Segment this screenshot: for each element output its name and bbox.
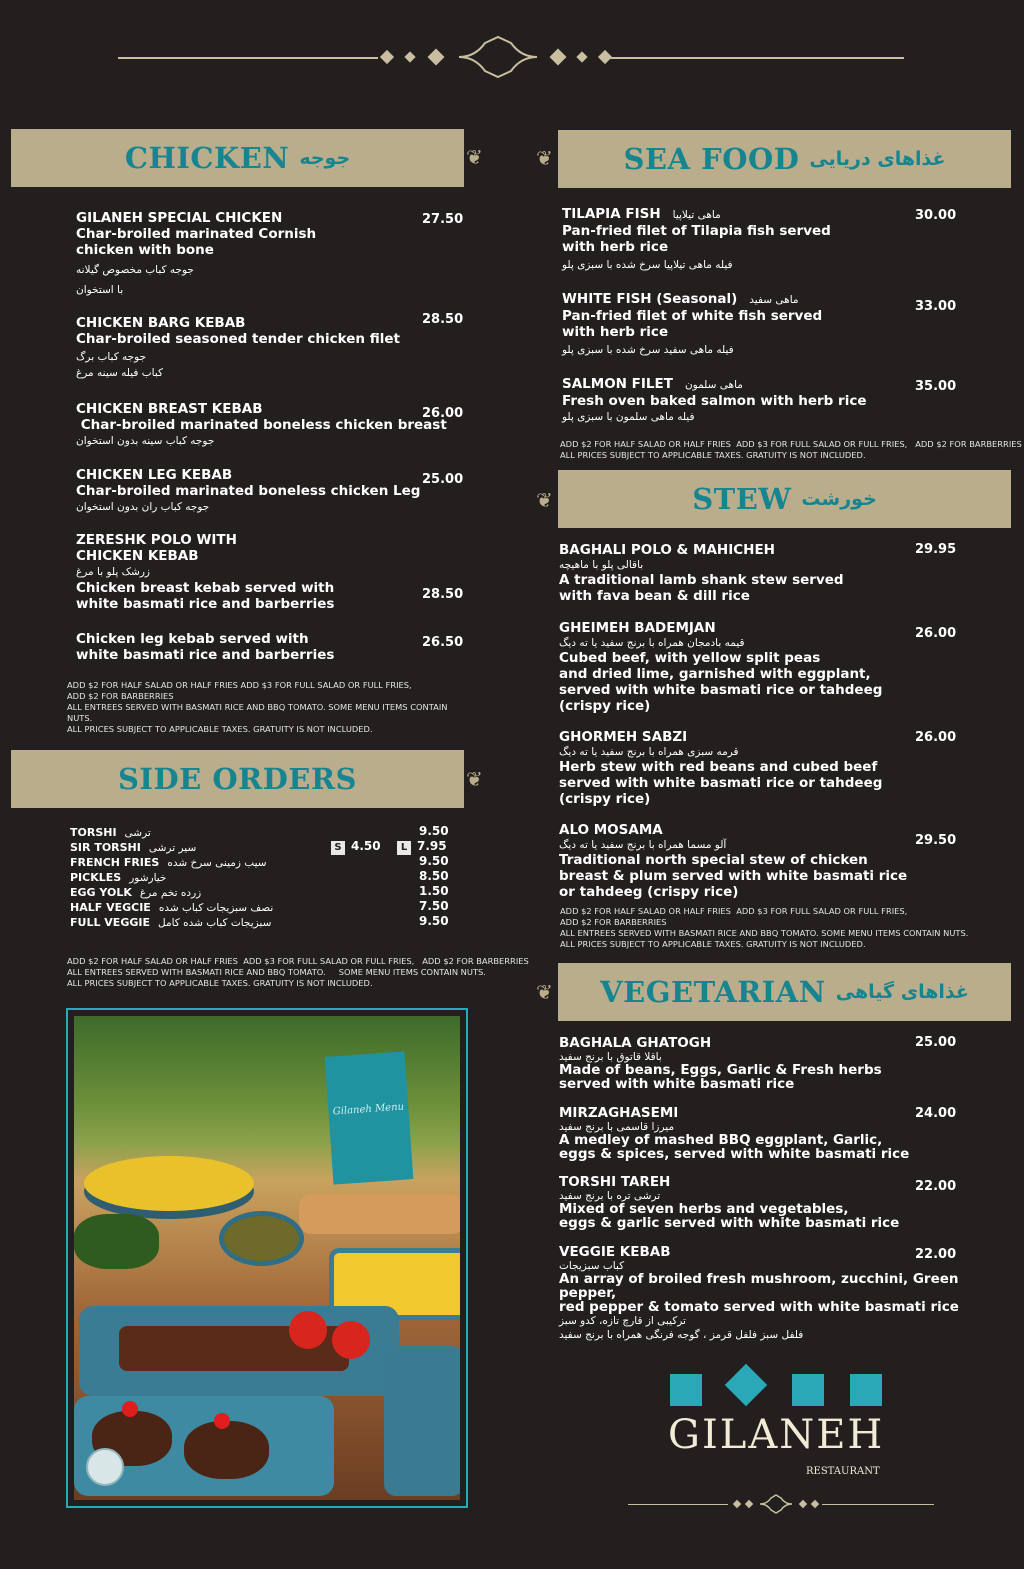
list-item: HALF VEGCIE نصف سبزیجات کباب شده (70, 901, 274, 914)
item-name: CHICKEN LEG KEBAB (76, 467, 233, 483)
menu-item (559, 1035, 882, 1091)
note-line: ADD $2 FOR HALF SALAD OR HALF FRIES ADD $3 FOR FULL SALAD OR FULL FRIES, ADD $2 FOR BARBERRIES (560, 439, 1022, 449)
chicken-notes (67, 680, 467, 735)
note-line: ALL PRICES SUBJECT TO APPLICABLE TAXES. GRATUITY IS NOT INCLUDED. (560, 450, 866, 460)
item-price: 25.00 (915, 1035, 957, 1050)
crest-ornament (455, 35, 541, 79)
item-fa: باقالی پلو با ماهیچه (559, 559, 644, 571)
menu-item (559, 1105, 909, 1161)
menu-item (76, 315, 400, 381)
item-fa: فیله ماهی سفید سرخ شده با سبزی پلو (562, 344, 734, 356)
flourish-icon: ❦ (536, 146, 553, 170)
item-price: 7.50 (419, 899, 449, 913)
item-desc: Char-broiled marinated Cornish (76, 226, 317, 242)
item-fa: با استخوان (76, 284, 124, 296)
crest-ornament (758, 1494, 794, 1514)
soup-bowl (219, 1211, 304, 1266)
item-desc: A traditional lamb shank stew served (559, 572, 844, 588)
sea-food-banner (558, 130, 1011, 188)
flourish-icon: ❦ (536, 980, 553, 1004)
item-fa: جوجه کباب سینه بدون استخوان (76, 435, 215, 447)
menu-item (559, 1174, 899, 1230)
tomato (289, 1311, 327, 1349)
item-desc: Fresh oven baked salmon with herb rice (562, 393, 867, 409)
list-item: FULL VEGGIE سبزیجات کباب شده کامل (70, 916, 272, 929)
stew-banner (558, 470, 1011, 528)
item-price: 9.50 (419, 854, 449, 868)
sea-food-title: SEA FOOD (623, 142, 800, 176)
logo-subtitle: RESTAURANT (806, 1466, 880, 1477)
food-photo (66, 1008, 468, 1508)
item-name: GHEIMEH BADEMJAN (559, 620, 716, 636)
side-orders-banner (11, 750, 464, 808)
item-desc: (crispy rice) (559, 698, 651, 714)
item-fa: جوجه کباب ران بدون استخوان (76, 501, 210, 513)
list-item: EGG YOLK زرده تخم مرغ (70, 886, 202, 899)
item-desc: Char-broiled marinated boneless chicken Leg (76, 483, 421, 499)
bread (299, 1194, 460, 1234)
item-name: BAGHALI POLO & MAHICHEH (559, 542, 775, 558)
flourish-icon: ❦ (466, 145, 483, 169)
item-desc: served with white basmati rice (559, 1076, 795, 1092)
item-desc: eggs & spices, served with white basmati rice (559, 1146, 910, 1162)
item-fa: جوجه کباب برگ (76, 351, 147, 363)
note-line: ADD $2 FOR HALF SALAD OR HALF FRIES ADD $3 FOR FULL SALAD OR FULL FRIES, ADD $2 FOR BARBERRIES (67, 956, 529, 966)
item-price: 26.00 (915, 730, 957, 745)
item-fa: آلو مسما همراه با برنج سفید یا ته دیگ (559, 839, 727, 851)
item-name: TORSHI TAREH (559, 1174, 671, 1190)
item-name: TILAPIA FISH ماهی تیلاپیا (562, 206, 721, 222)
note-line: ALL ENTREES SERVED WITH BASMATI RICE AND BBQ TOMATO. SOME MENU ITEMS CONTAIN NUTS. (67, 702, 448, 723)
item-fa: قرمه سبزی همراه با برنج سفید یا ته دیگ (559, 746, 739, 758)
flourish-icon: ❦ (536, 488, 553, 512)
item-desc: A medley of mashed BBQ eggplant, Garlic, (559, 1132, 883, 1148)
stew-title-fa: خورشت (801, 488, 877, 510)
item-name: CHICKEN BREAST KEBAB (76, 401, 263, 417)
item-price: 22.00 (915, 1179, 957, 1194)
logo-square-icon (792, 1374, 824, 1406)
item-price: 25.00 (422, 472, 464, 487)
item-desc: with herb rice (562, 324, 669, 340)
menu-item (76, 210, 316, 298)
item-desc: breast & plum served with white basmati rice (559, 868, 908, 884)
flourish-icon: ❦ (466, 767, 483, 791)
herbs (74, 1214, 159, 1269)
item-fa: ترکیبی از قارچ تازه، کدو سبز (559, 1315, 686, 1327)
stew-notes (560, 906, 1015, 950)
item-desc: Traditional north special stew of chicken (559, 852, 868, 868)
note-line: ADD $2 FOR BARBERRIES (67, 691, 174, 701)
item-fa: زرشک پلو با مرغ (76, 566, 150, 578)
item-fa: کباب سبزیجات (559, 1260, 625, 1272)
food-photo-image (74, 1016, 460, 1500)
logo-diamond-icon (725, 1364, 767, 1406)
stew-title: STEW (692, 482, 792, 516)
badge-icon (86, 1448, 124, 1486)
item-desc: with fava bean & dill rice (559, 588, 750, 604)
chicken-title: CHICKEN (124, 141, 290, 175)
menu-item (559, 729, 882, 807)
menu-item (559, 822, 907, 900)
logo-square-icon (670, 1374, 702, 1406)
note-line: ADD $2 FOR HALF SALAD OR HALF FRIES ADD $3 FOR FULL SALAD OR FULL FRIES, (560, 906, 908, 916)
side-orders-notes (67, 956, 529, 989)
item-fa: فلفل سبز فلفل قرمز ، گوجه فرنگی همراه با برنج سفید (559, 1329, 804, 1341)
item-fa: میرزا قاسمی با برنج سفید (559, 1121, 675, 1133)
item-desc: Made of beans, Eggs, Garlic & Fresh herbs (559, 1062, 882, 1078)
list-item: FRENCH FRIES سیب زمینی سرخ شده (70, 856, 267, 869)
cherry (214, 1413, 230, 1429)
item-desc: red pepper & tomato served with white basmati rice (559, 1299, 959, 1315)
tomato (332, 1321, 370, 1359)
item-price: 8.50 (419, 869, 449, 883)
item-name: ALO MOSAMA (559, 822, 663, 838)
sea-food-title-fa: غذاهای دریایی (809, 148, 946, 170)
item-name: BAGHALA GHATOGH (559, 1035, 712, 1051)
vegetarian-title: VEGETARIAN (600, 975, 826, 1009)
vegetarian-banner (558, 963, 1011, 1021)
item-name: VEGGIE KEBAB (559, 1244, 671, 1260)
item-desc: Herb stew with red beans and cubed beef (559, 759, 878, 775)
item-desc: Pan-fried filet of white fish served (562, 308, 823, 324)
item-price: 29.50 (915, 833, 957, 848)
item-fa: ترشی تره با برنج سفید (559, 1190, 661, 1202)
menu-item (76, 631, 334, 663)
item-price: 26.50 (422, 635, 464, 650)
menu-item (562, 206, 831, 273)
item-desc: white basmati rice and barberries (76, 596, 335, 612)
cherry (122, 1401, 138, 1417)
menu-item (559, 620, 882, 714)
item-price: 9.50 (419, 824, 449, 838)
rice-plate (84, 1156, 254, 1211)
item-price: 28.50 (422, 587, 464, 602)
list-item: TORSHI ترشی (70, 826, 151, 839)
item-desc: Chicken breast kebab served with (76, 580, 335, 596)
item-desc: Chicken leg kebab served with (76, 631, 309, 647)
item-desc: served with white basmati rice or tahdeeg (559, 775, 883, 791)
item-fa: کباب فیله سینه مرغ (76, 367, 164, 379)
item-name: GILANEH SPECIAL CHICKEN (76, 210, 283, 226)
chicken-title-fa: جوجه (299, 147, 351, 169)
item-price: 26.00 (915, 626, 957, 641)
item-fa: باقلا قاتوق با برنج سفید (559, 1051, 662, 1063)
note-line: ALL PRICES SUBJECT TO APPLICABLE TAXES. GRATUITY IS NOT INCLUDED. (67, 724, 373, 734)
note-line: ADD $2 FOR BARBERRIES (560, 917, 667, 927)
item-name: CHICKEN BARG KEBAB (76, 315, 246, 331)
item-desc: white basmati rice and barberries (76, 647, 335, 663)
item-desc: Mixed of seven herbs and vegetables, (559, 1201, 849, 1217)
item-price: 27.50 (422, 212, 464, 227)
item-desc: served with white basmati rice or tahdeeg (559, 682, 883, 698)
item-fa: فیله ماهی تیلاپیا سرخ شده با سبزی پلو (562, 259, 733, 271)
note-line: ALL PRICES SUBJECT TO APPLICABLE TAXES. GRATUITY IS NOT INCLUDED. (67, 978, 373, 988)
item-desc: Char-broiled seasoned tender chicken filet (76, 331, 400, 347)
item-name: MIRZAGHASEMI (559, 1105, 679, 1121)
menu-item (76, 401, 447, 449)
item-desc: chicken with bone (76, 242, 214, 258)
item-price: 1.50 (419, 884, 449, 898)
item-price: 33.00 (915, 299, 957, 314)
item-desc: and dried lime, garnished with eggplant, (559, 666, 871, 682)
item-price: 30.00 (915, 208, 957, 223)
note-line: ALL PRICES SUBJECT TO APPLICABLE TAXES. GRATUITY IS NOT INCLUDED. (560, 939, 866, 949)
item-price: 26.00 (422, 406, 464, 421)
item-desc: Char-broiled marinated boneless chicken breast (76, 417, 447, 433)
item-price: 9.50 (419, 914, 449, 928)
item-desc: eggs & garlic served with white basmati rice (559, 1215, 900, 1231)
item-name: WHITE FISH (Seasonal) ماهی سفید (562, 291, 799, 307)
large-price: L 7.95 (397, 839, 447, 855)
sea-food-notes (560, 439, 1022, 461)
logo-name: GILANEH (668, 1412, 885, 1458)
item-price: 22.00 (915, 1247, 957, 1262)
item-desc: (crispy rice) (559, 791, 651, 807)
menu-item (562, 291, 822, 358)
menu-card: Gilaneh Menu (325, 1051, 414, 1184)
menu-item (562, 376, 867, 425)
item-name: CHICKEN KEBAB (76, 548, 199, 564)
logo-square-icon (850, 1374, 882, 1406)
note-line: ALL ENTREES SERVED WITH BASMATI RICE AND BBQ TOMATO. SOME MENU ITEMS CONTAIN NUTS. (67, 967, 486, 977)
item-price: 28.50 (422, 312, 464, 327)
item-desc: Pan-fried filet of Tilapia fish served (562, 223, 831, 239)
list-item: PICKLES خیارشور (70, 871, 167, 884)
item-name: ZERESHK POLO WITH (76, 532, 237, 548)
menu-item (76, 467, 420, 515)
item-fa: جوجه کباب مخصوص گیلانه (76, 264, 194, 276)
eggplant (184, 1421, 269, 1479)
vegetarian-title-fa: غذاهای گیاهی (835, 981, 969, 1003)
item-name: SALMON FILET ماهی سلمون (562, 376, 743, 392)
item-desc: with herb rice (562, 239, 669, 255)
menu-item (76, 532, 334, 612)
small-price: S 4.50 (331, 839, 381, 855)
item-desc: An array of broiled fresh mushroom, zucchini, Green pepper, (559, 1271, 959, 1301)
item-price: 29.95 (915, 542, 957, 557)
item-desc: Cubed beef, with yellow split peas (559, 650, 821, 666)
note-line: ADD $2 FOR HALF SALAD OR HALF FRIES ADD $3 FOR FULL SALAD OR FULL FRIES, (67, 680, 412, 690)
side-orders-title: SIDE ORDERS (117, 762, 357, 796)
list-item: SIR TORSHI سیر ترشی (70, 841, 197, 854)
chicken-banner (11, 129, 464, 187)
menu-item (559, 542, 844, 604)
side-plate (384, 1346, 460, 1496)
item-price: 24.00 (915, 1106, 957, 1121)
item-fa: فیله ماهی سلمون با سبزی پلو (562, 411, 695, 423)
item-name: GHORMEH SABZI (559, 729, 688, 745)
note-line: ALL ENTREES SERVED WITH BASMATI RICE AND BBQ TOMATO. SOME MENU ITEMS CONTAIN NUTS. (560, 928, 969, 938)
item-price: 35.00 (915, 379, 957, 394)
item-fa: قیمه بادمجان همراه با برنج سفید یا ته دیگ (559, 637, 745, 649)
item-desc: or tahdeeg (crispy rice) (559, 884, 739, 900)
